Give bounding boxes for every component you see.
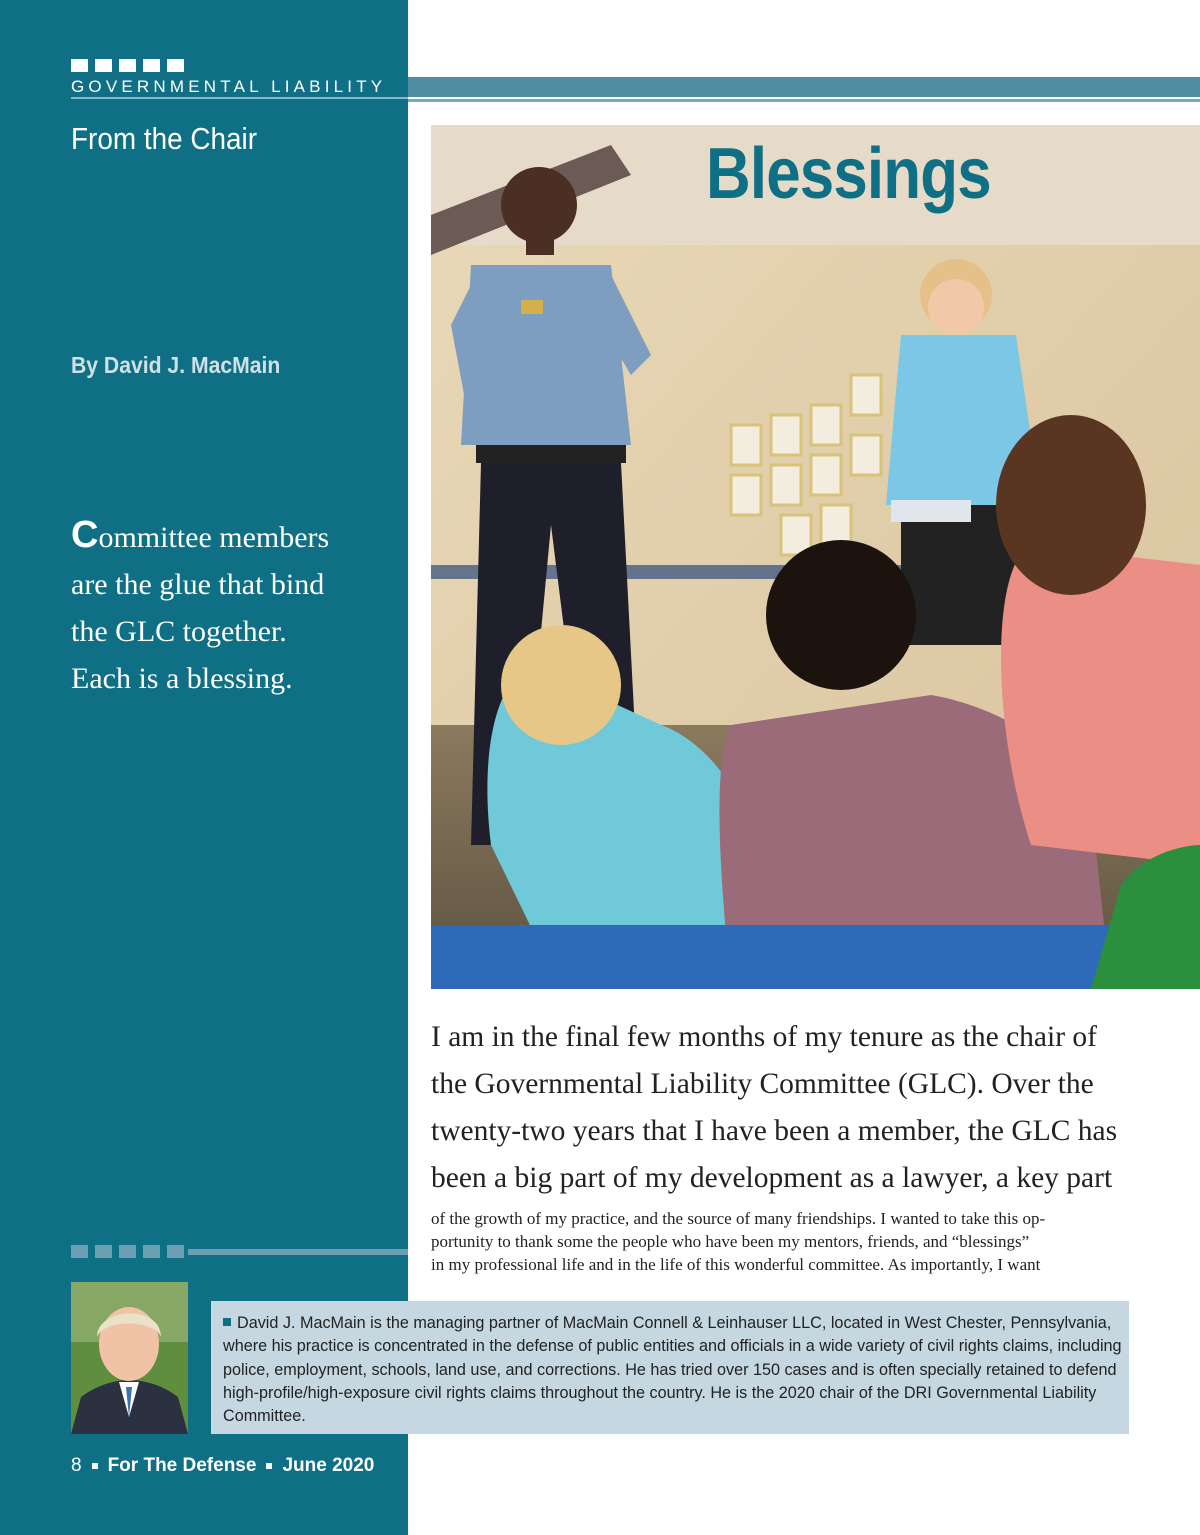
body-line: portunity to thank some the people who have been my mentors, friends, and “blessings” — [431, 1232, 1030, 1251]
lead-line: the Governmental Liability Committee (GLC). Over the — [431, 1068, 1094, 1100]
separator-icon — [92, 1463, 98, 1469]
body-line: in my professional life and in the life of this wonderful committee. As importantly, I want — [431, 1255, 1041, 1274]
lead-line: I am in the final few months of my tenure as the chair of — [431, 1021, 1097, 1053]
author-portrait — [71, 1282, 188, 1434]
body-line: of the growth of my practice, and the source of many friendships. I wanted to take this op- — [431, 1209, 1046, 1228]
header-rule — [408, 77, 1200, 97]
pull-quote-line: ommittee members — [98, 521, 330, 554]
hero-photo — [431, 125, 1200, 989]
headline: Blessings — [706, 134, 991, 214]
header-rule-thin — [408, 99, 1200, 102]
classroom-illustration — [431, 125, 1200, 989]
lead-paragraph — [431, 1014, 1171, 1202]
pull-quote-line: Each is a blessing. — [71, 662, 293, 695]
section-squares-top — [71, 59, 184, 72]
pull-quote-dropcap: C — [71, 514, 99, 556]
body-paragraph — [431, 1207, 1136, 1276]
section-squares-bottom — [71, 1245, 184, 1258]
column-title: From the Chair — [71, 121, 258, 156]
section-underline — [71, 97, 408, 99]
separator-icon — [266, 1463, 272, 1469]
page-footer — [71, 1455, 374, 1477]
section-label: GOVERNMENTAL LIABILITY — [71, 77, 387, 96]
pull-quote-line: are the glue that bind — [71, 568, 325, 601]
page-number: 8 — [71, 1455, 82, 1476]
bio-line: where his practice is concentrated in the defense of public entities and officials in a wide variety of civil rights claims, including — [223, 1337, 1122, 1356]
bio-line — [223, 1312, 1119, 1335]
author-headshot — [71, 1282, 188, 1434]
author-bio — [211, 1301, 1129, 1434]
bio-line: Committee. — [223, 1407, 306, 1426]
bullet-icon — [223, 1318, 231, 1326]
publication-name: For The Defense — [107, 1455, 257, 1476]
lead-line: been a big part of my development as a lawyer, a key part — [431, 1162, 1113, 1194]
pull-quote — [71, 512, 401, 702]
issue-date: June 2020 — [282, 1455, 375, 1476]
bio-rule — [188, 1249, 408, 1255]
bio-line: high-profile/high-exposure civil rights claims throughout the country. He is the 2020 chair of the DRI Governmental Liability — [223, 1383, 1097, 1402]
lead-line: twenty-two years that I have been a member, the GLC has — [431, 1115, 1118, 1147]
bio-line-text: David J. MacMain is the managing partner of MacMain Connell & Leinhauser LLC, located in West Chester, Pennsylvania, — [237, 1314, 1112, 1332]
pull-quote-line: the GLC together. — [71, 615, 287, 648]
bio-line: police, employment, schools, land use, and corrections. He has tried over 150 cases and is often specially retained to defend — [223, 1360, 1117, 1379]
byline: By David J. MacMain — [71, 352, 281, 378]
